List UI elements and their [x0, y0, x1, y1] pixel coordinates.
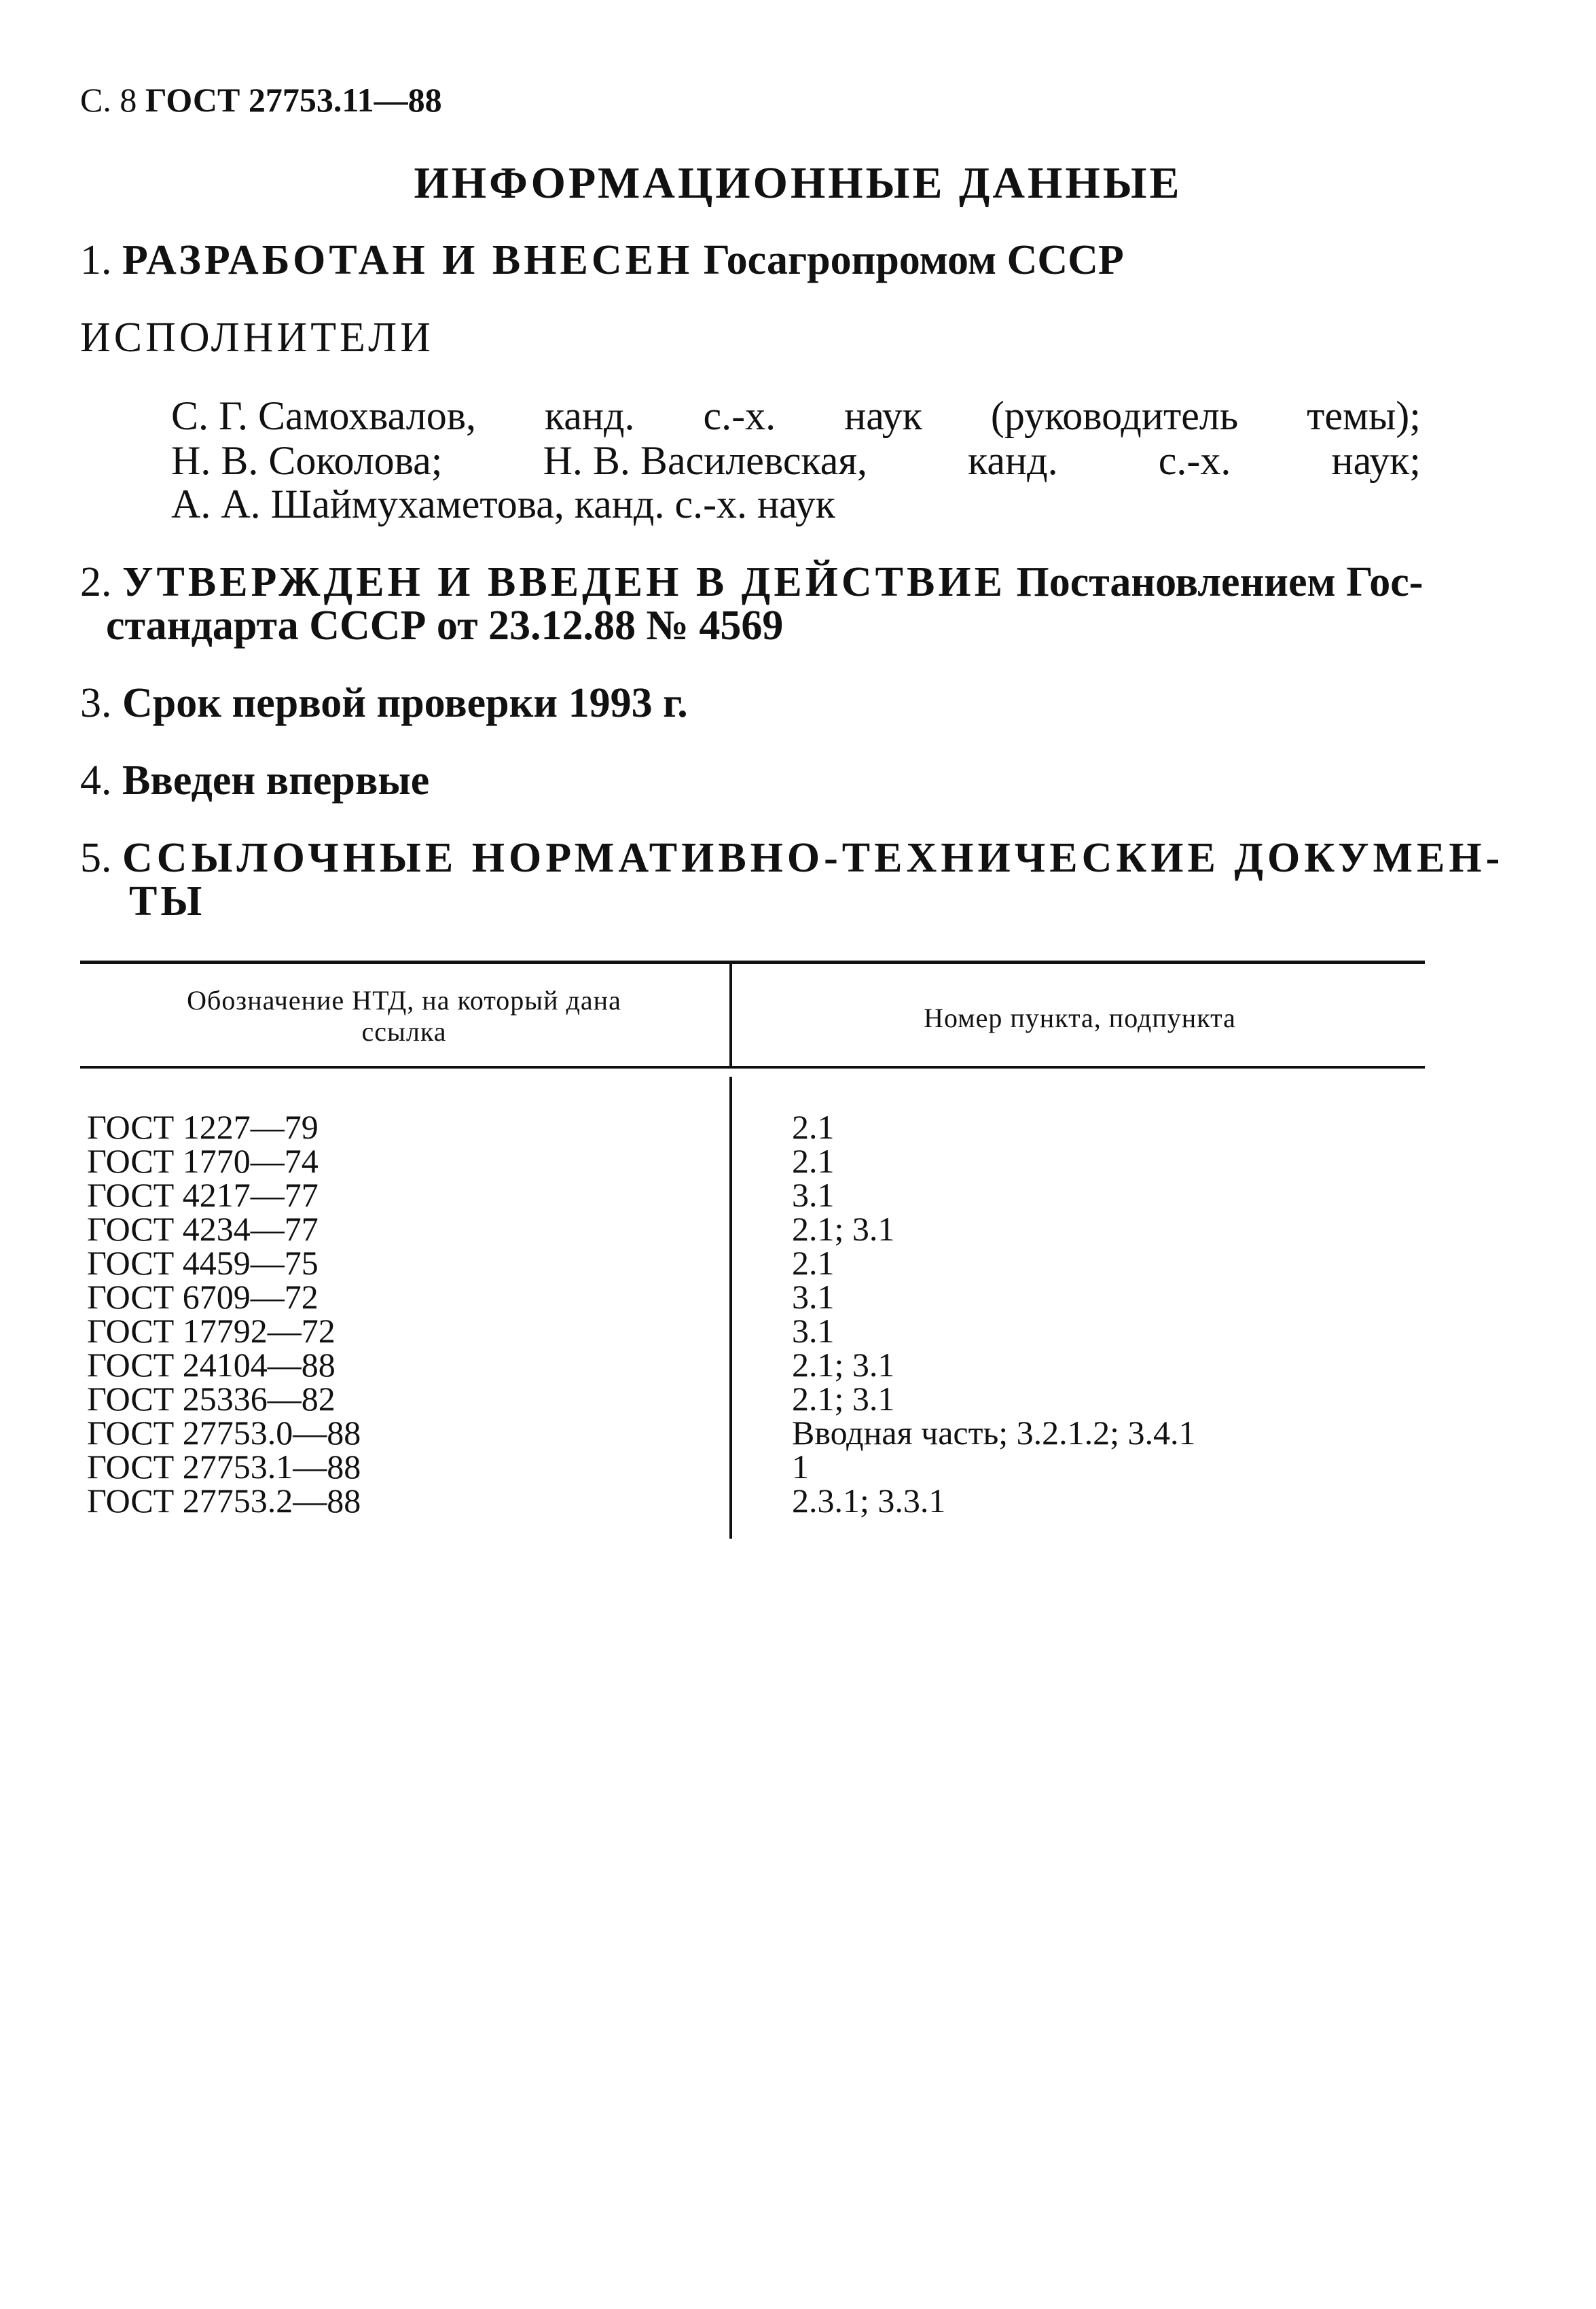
- table-cell-ref: 2.1: [792, 1142, 835, 1180]
- item-1: [80, 236, 1124, 285]
- table-cell-ref: 1: [792, 1448, 809, 1486]
- executor-text: С. Г. Самохвалов,: [171, 393, 477, 438]
- table-cell-ref: Вводная часть; 3.2.1.2; 3.4.1: [792, 1414, 1196, 1452]
- table-header-divider: [729, 964, 732, 1066]
- executors-line-3: [171, 481, 835, 528]
- table-cell-ref: 2.1: [792, 1108, 835, 1146]
- table-cell-doc: ГОСТ 27753.2—88: [87, 1482, 361, 1520]
- item-3-text: Срок первой проверки 1993 г.: [122, 680, 688, 726]
- item-5-number: 5.: [80, 835, 112, 881]
- standard-code: ГОСТ 27753.11—88: [145, 81, 442, 119]
- table-top-rule: [80, 961, 1425, 964]
- table-header-rule: [80, 1066, 1425, 1069]
- item-3: [80, 679, 688, 728]
- executor-text: темы);: [1307, 393, 1421, 438]
- table-cell-ref: 2.3.1; 3.3.1: [792, 1482, 946, 1520]
- table-cell-doc: ГОСТ 6709—72: [87, 1278, 319, 1316]
- executor-text: Н. В. Соколова;: [171, 438, 443, 483]
- executors-heading: ИСПОЛНИТЕЛИ: [80, 315, 434, 361]
- item-5: [80, 834, 1504, 882]
- page-header: [80, 80, 442, 120]
- item-2-number: 2.: [80, 559, 112, 605]
- col-2-header: Номер пункта, подпункта: [924, 1003, 1236, 1033]
- table-cell-doc: ГОСТ 1770—74: [87, 1142, 319, 1180]
- table-cell-ref: 2.1; 3.1: [792, 1210, 895, 1248]
- table-cell-ref: 2.1; 3.1: [792, 1346, 895, 1384]
- table-cell-doc: ГОСТ 17792—72: [87, 1312, 335, 1350]
- executor-text: А. А. Шаймухаметова, канд. с.-х. наук: [171, 482, 835, 526]
- executor-text: с.-х.: [1158, 438, 1231, 483]
- table-cell-ref: 3.1: [792, 1176, 835, 1214]
- table-cell-ref: 2.1; 3.1: [792, 1380, 895, 1418]
- table-cell-doc: ГОСТ 4217—77: [87, 1176, 319, 1214]
- table-cell-doc: ГОСТ 4459—75: [87, 1244, 319, 1282]
- executor-text: наук: [844, 393, 922, 438]
- executor-text: с.-х.: [703, 393, 776, 438]
- table-cell-doc: ГОСТ 25336—82: [87, 1380, 335, 1418]
- item-1-number: 1.: [80, 237, 112, 283]
- col-1-header: [102, 985, 706, 1048]
- table-cell-doc: ГОСТ 1227—79: [87, 1108, 319, 1146]
- table-cell-doc: ГОСТ 27753.0—88: [87, 1414, 361, 1452]
- col-1-header-line-1: Обозначение НТД, на который дана: [187, 985, 621, 1016]
- executors-line-2: [171, 437, 1421, 484]
- col-1-body: [87, 1110, 361, 1518]
- col-1-header-line-2: ссылка: [361, 1016, 447, 1047]
- executors-line-1: [171, 393, 1421, 440]
- item-5-line-1: ССЫЛОЧНЫЕ НОРМАТИВНО-ТЕХНИЧЕСКИЕ ДОКУМЕН-: [122, 835, 1504, 881]
- table-cell-doc: ГОСТ 27753.1—88: [87, 1448, 361, 1486]
- item-4: [80, 757, 429, 805]
- table-cell-doc: ГОСТ 24104—88: [87, 1346, 335, 1384]
- executor-text: (руководитель: [990, 393, 1239, 438]
- executor-text: Н. В. Василевская,: [543, 438, 867, 483]
- item-4-number: 4.: [80, 757, 112, 804]
- item-2-rest: Постановлением Гос-: [1016, 559, 1423, 605]
- item-4-text: Введен впервые: [122, 757, 430, 804]
- item-3-number: 3.: [80, 680, 112, 726]
- item-1-rest: Госагропромом СССР: [703, 237, 1124, 283]
- executor-text: наук;: [1331, 438, 1421, 483]
- page-title: ИНФОРМАЦИОННЫЕ ДАННЫЕ: [414, 158, 1182, 208]
- item-2: [80, 558, 1423, 607]
- table-cell-ref: 3.1: [792, 1312, 835, 1350]
- page-number: С. 8: [80, 81, 137, 119]
- executor-text: канд.: [545, 393, 635, 438]
- executor-text: канд.: [968, 438, 1058, 483]
- col-2-body: [792, 1110, 1196, 1518]
- table-cell-ref: 3.1: [792, 1278, 835, 1316]
- table-cell-doc: ГОСТ 4234—77: [87, 1210, 319, 1248]
- table-cell-ref: 2.1: [792, 1244, 835, 1282]
- table-body-divider: [729, 1077, 732, 1539]
- item-2-line-2: стандарта СССР от 23.12.88 № 4569: [106, 603, 784, 649]
- item-5-line-2: ТЫ: [129, 878, 206, 925]
- item-1-bold: РАЗРАБОТАН И ВНЕСЕН: [122, 237, 693, 283]
- item-2-bold: УТВЕРЖДЕН И ВВЕДЕН В ДЕЙСТВИЕ: [122, 559, 1006, 605]
